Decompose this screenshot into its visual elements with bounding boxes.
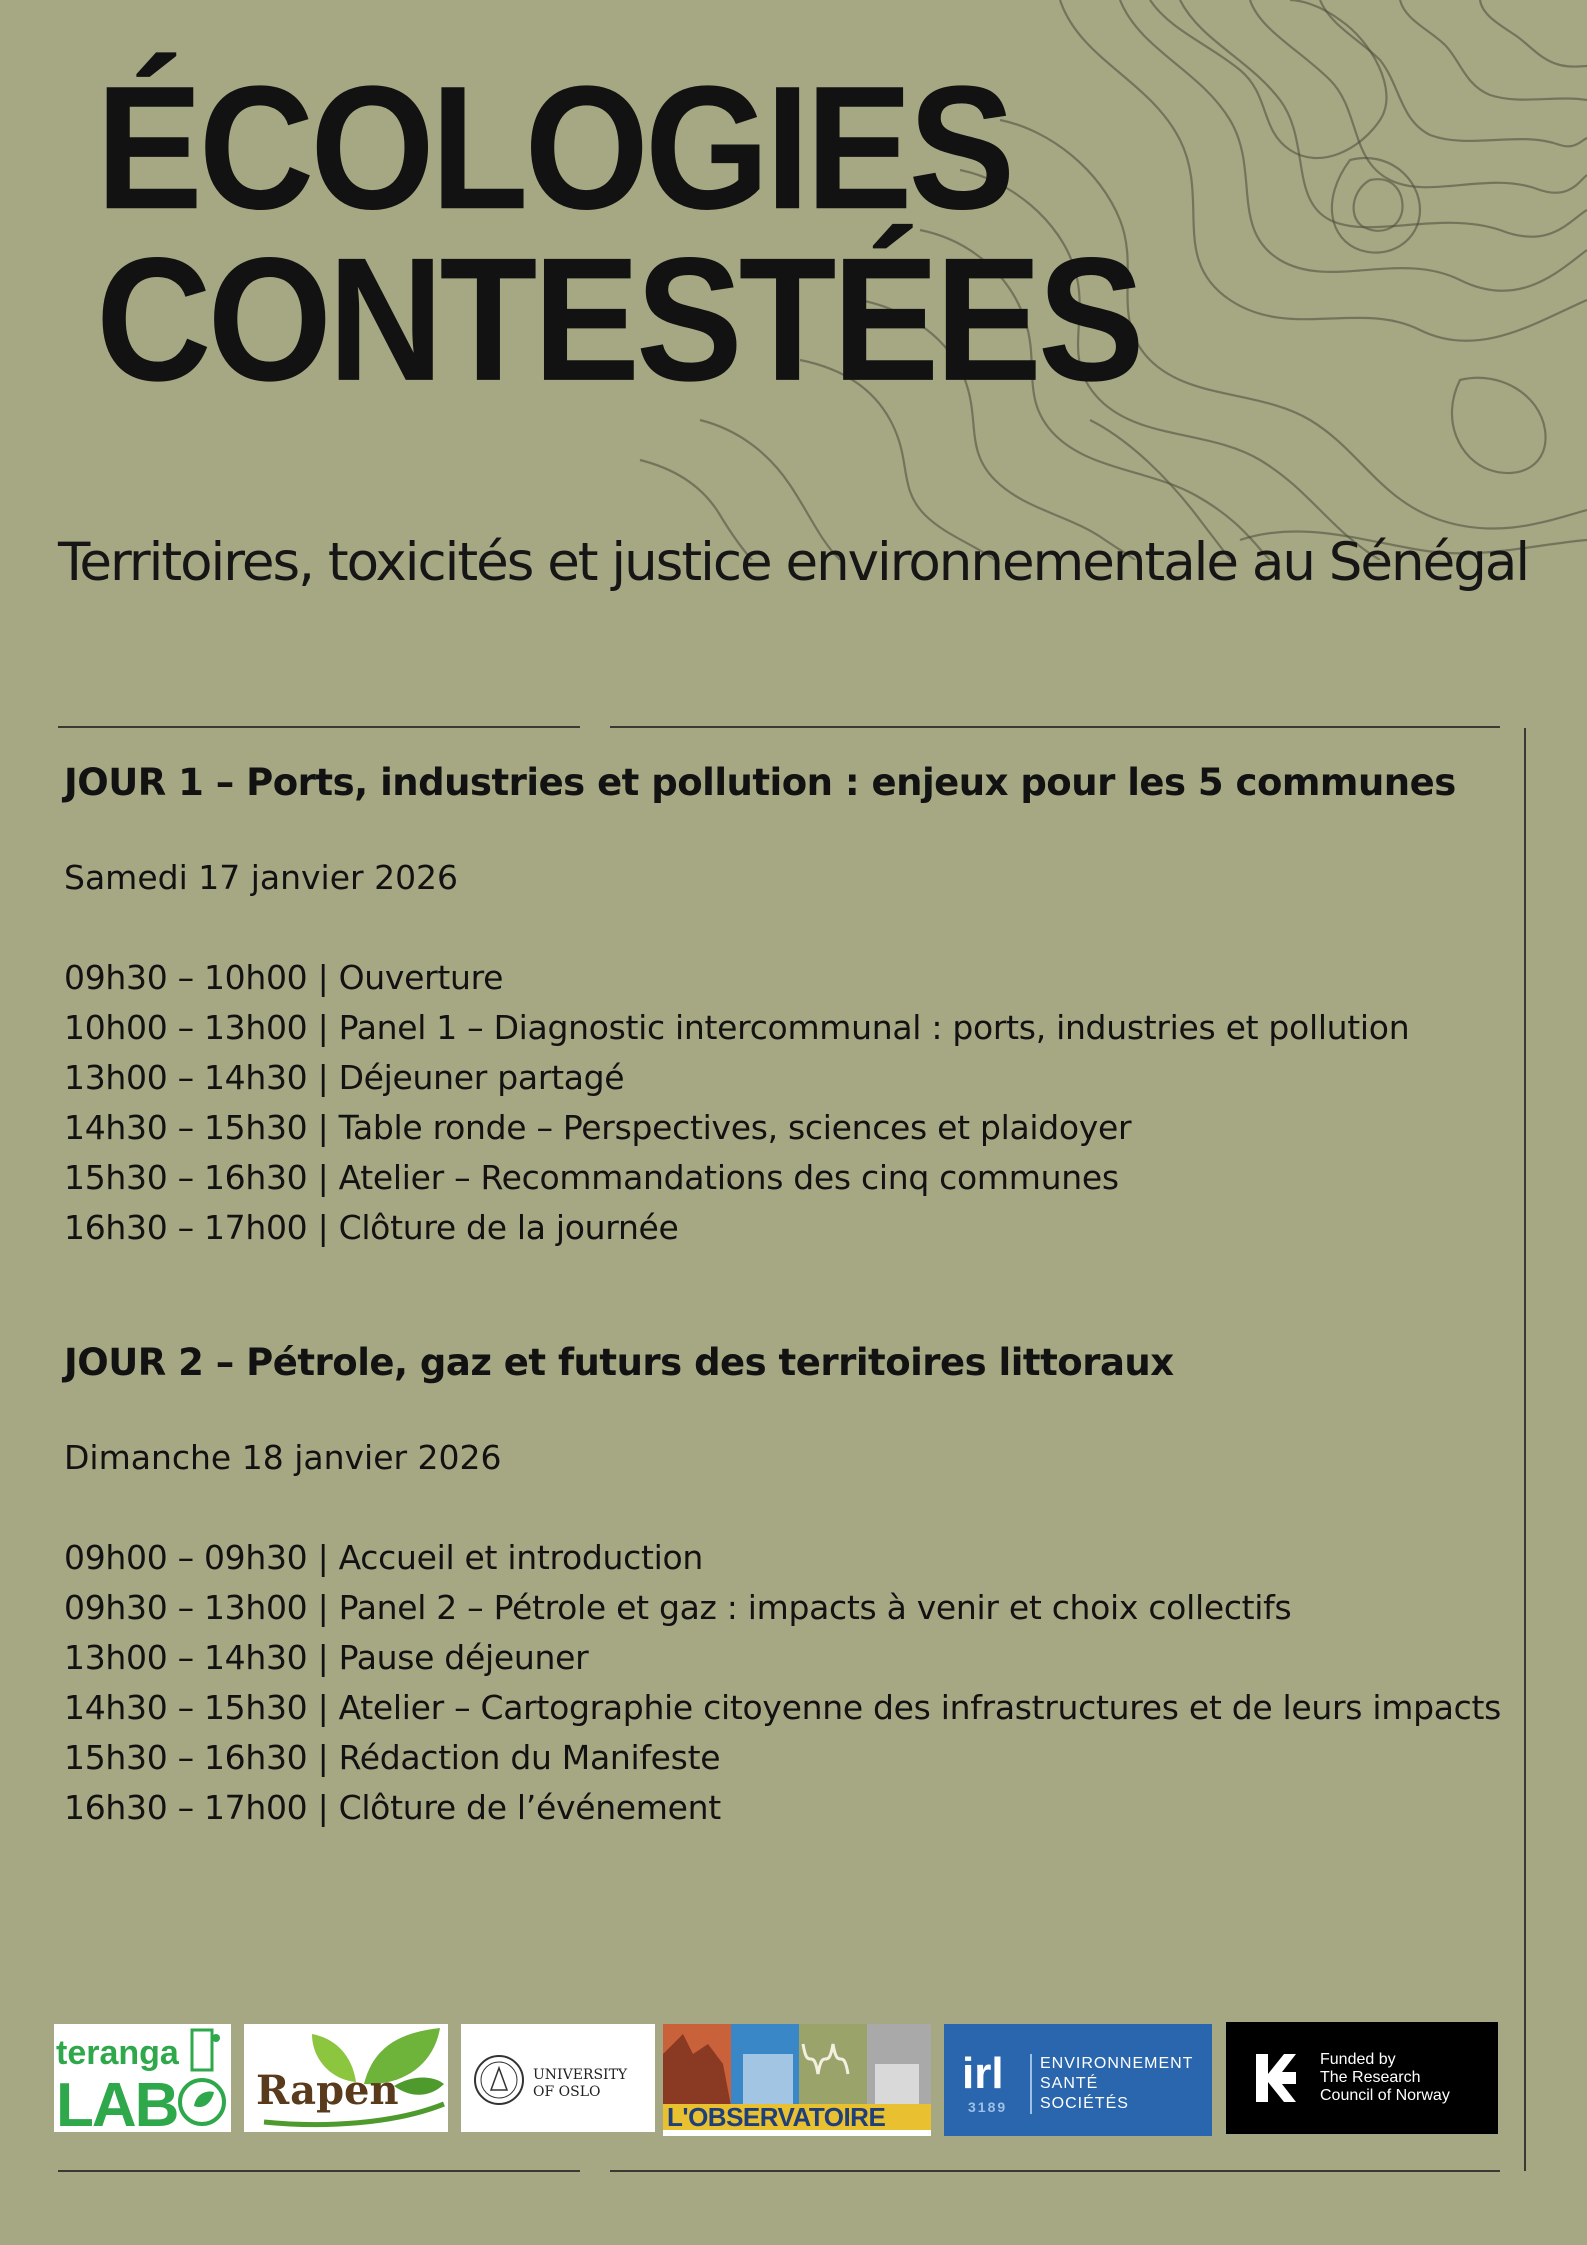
agenda-item: 16h30 – 17h00 | Clôture de l’événement (64, 1788, 721, 1827)
lab-text: LAB (56, 2071, 178, 2132)
rcn-line1: Funded by (1320, 2051, 1396, 2068)
agenda-item: 13h00 – 14h30 | Pause déjeuner (64, 1638, 589, 1677)
event-title (96, 48, 1141, 418)
day-1-agenda (64, 953, 1494, 1253)
irl-line3: SOCIÉTÉS (1040, 2095, 1129, 2112)
day-1-date: Samedi 17 janvier 2026 (64, 858, 459, 897)
observatoire-logo (663, 2024, 931, 2136)
oslo-seal-icon (475, 2056, 523, 2104)
irl-logo (944, 2024, 1212, 2136)
rcn-line2: The Research (1320, 2069, 1421, 2086)
teranga-lab-logo (54, 2024, 231, 2132)
irl-line2: SANTÉ (1040, 2075, 1099, 2092)
day-1-section (64, 755, 1494, 1253)
title-line-2: CONTESTÉES (96, 220, 1141, 418)
university-of-oslo-logo (461, 2024, 655, 2132)
bottom-rule-right (610, 2170, 1500, 2172)
rapen-logo (244, 2024, 448, 2132)
agenda-item: 13h00 – 14h30 | Déjeuner partagé (64, 1058, 625, 1097)
day-2-section (64, 1335, 1502, 1833)
event-subtitle: Territoires, toxicités et justice environnementale au Sénégal (58, 532, 1529, 593)
agenda-item: 10h00 – 13h00 | Panel 1 – Diagnostic intercommunal : ports, industries et pollution (64, 1008, 1410, 1047)
agenda-item: 14h30 – 15h30 | Atelier – Cartographie citoyenne des infrastructures et de leurs impacts (64, 1688, 1502, 1727)
irl-number-text: 3189 (968, 2099, 1008, 2115)
oslo-text-line1: UNIVERSITY (533, 2067, 628, 2083)
agenda-item: 09h30 – 13h00 | Panel 2 – Pétrole et gaz : impacts à venir et choix collectifs (64, 1588, 1292, 1627)
irl-line1: ENVIRONNEMENT (1040, 2055, 1194, 2072)
agenda-item: 14h30 – 15h30 | Table ronde – Perspectives, sciences et plaidoyer (64, 1108, 1132, 1147)
day-2-heading: JOUR 2 – Pétrole, gaz et futurs des territoires littoraux (64, 1341, 1174, 1384)
agenda-item: 09h30 – 10h00 | Ouverture (64, 958, 504, 997)
title-line-1: ÉCOLOGIES (96, 48, 1012, 246)
right-rule (1524, 728, 1526, 2171)
day-2-agenda (64, 1533, 1502, 1833)
day-2-date: Dimanche 18 janvier 2026 (64, 1438, 502, 1477)
rcn-mark-icon (1256, 2054, 1296, 2102)
oslo-text-line2: OF OSLO (533, 2084, 601, 2100)
observatoire-text: L'OBSERVATOIRE (667, 2102, 886, 2132)
teranga-text: teranga (56, 2034, 179, 2072)
agenda-item: 15h30 – 16h30 | Atelier – Recommandations des cinq communes (64, 1158, 1119, 1197)
agenda-item: 16h30 – 17h00 | Clôture de la journée (64, 1208, 679, 1247)
research-council-norway-logo (1226, 2022, 1498, 2134)
program-schedule (64, 755, 1502, 1833)
day-1-heading: JOUR 1 – Ports, industries et pollution : enjeux pour les 5 communes (64, 761, 1456, 804)
agenda-item: 09h00 – 09h30 | Accueil et introduction (64, 1538, 704, 1577)
rcn-line3: Council of Norway (1320, 2087, 1450, 2104)
top-rule-right (610, 726, 1500, 728)
top-rule-left (58, 726, 580, 728)
rapen-text: Rapen (256, 2067, 399, 2114)
irl-brand-text: irl (962, 2049, 1004, 2098)
agenda-item: 15h30 – 16h30 | Rédaction du Manifeste (64, 1738, 721, 1777)
bottom-rule-left (58, 2170, 580, 2172)
